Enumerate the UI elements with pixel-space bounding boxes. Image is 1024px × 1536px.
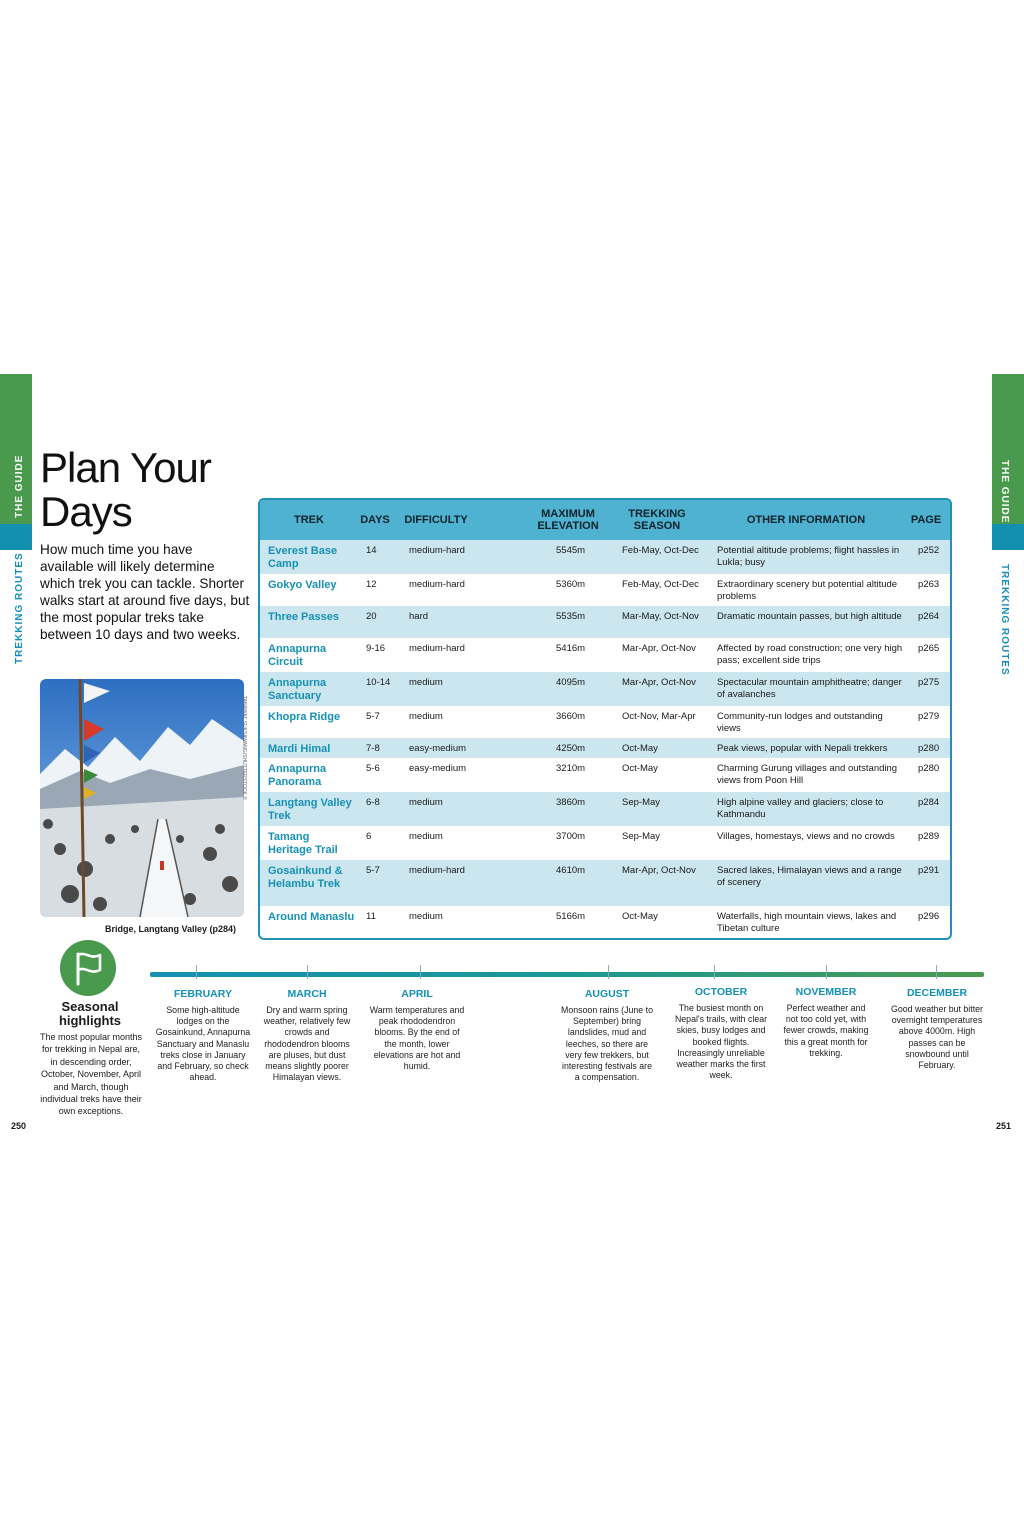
cell-page: p291 xyxy=(918,865,940,876)
cell-season: Feb-May, Oct-Dec xyxy=(622,579,699,590)
page-number-left: 250 xyxy=(11,1121,27,1131)
seasonal-description: The most popular months for trekking in Nepal are, in descending order, October, November, April and March, though individual treks have their own exceptions. xyxy=(39,1032,143,1117)
cell-trek: Gokyo Valley xyxy=(268,579,337,591)
table-row xyxy=(260,738,950,758)
cell-days: 14 xyxy=(366,545,377,556)
cell-days: 5-6 xyxy=(366,763,380,774)
cell-trek: Khopra Ridge xyxy=(268,711,341,723)
cell-elevation: 4095m xyxy=(556,677,586,688)
cell-days: 7-8 xyxy=(366,743,380,754)
cell-days: 5-7 xyxy=(366,865,380,876)
month-name: MARCH xyxy=(287,988,327,1000)
cell-season: Oct-May xyxy=(622,911,658,922)
timeline-tick xyxy=(420,965,421,979)
cell-page: p280 xyxy=(918,763,940,774)
month-highlight xyxy=(888,987,986,1071)
cell-page: p280 xyxy=(918,743,940,754)
cell-season: Mar-Apr, Oct-Nov xyxy=(622,643,696,654)
cell-trek: Annapurna Sanctuary xyxy=(268,677,327,702)
cell-info: Peak views, popular with Nepali trekkers xyxy=(717,743,888,754)
month-name: AUGUST xyxy=(584,988,630,1000)
cell-elevation: 5166m xyxy=(556,911,586,922)
cell-difficulty: hard xyxy=(409,611,429,622)
treks-table xyxy=(258,498,952,940)
photo-credit: TANAWAT SUKSAWANG/SHUTTERSTOCK © xyxy=(241,696,247,800)
table-row xyxy=(260,792,950,826)
cell-difficulty: easy-medium xyxy=(409,743,467,754)
cell-page: p265 xyxy=(918,643,940,654)
month-description: Warm temperatures and peak rhododendron blooms. By the end of the month, lower elevations are hot and humid. xyxy=(369,1005,465,1072)
cell-info: Villages, homestays, views and no crowds xyxy=(717,831,895,842)
col-header-days: DAYS xyxy=(360,514,390,526)
cell-elevation: 3210m xyxy=(556,763,586,774)
cell-trek: Mardi Himal xyxy=(268,743,331,755)
cell-elevation: 3860m xyxy=(556,797,586,808)
col-header-difficulty: DIFFICULTY xyxy=(404,514,468,526)
cell-days: 6-8 xyxy=(366,797,380,808)
month-description: The busiest month on Nepal's trails, with clear skies, busy lodges and booked flights. Increasingly unreliable weather marks the first week. xyxy=(674,1003,768,1081)
right-tab-guide-label: THE GUIDE xyxy=(999,460,1010,524)
cell-trek: Around Manaslu xyxy=(268,911,355,923)
month-name: FEBRUARY xyxy=(174,988,232,1000)
col-header-page: PAGE xyxy=(910,514,942,526)
month-timeline xyxy=(150,972,984,977)
table-row xyxy=(260,826,950,860)
page-title xyxy=(40,446,211,534)
cell-page: p263 xyxy=(918,579,940,590)
table-row xyxy=(260,706,950,738)
cell-info: Sacred lakes, Himalayan views and a range of scenery xyxy=(717,865,902,888)
cell-elevation: 4250m xyxy=(556,743,586,754)
cell-season: Mar-Apr, Oct-Nov xyxy=(622,677,696,688)
cell-elevation: 5545m xyxy=(556,545,586,556)
timeline-tick xyxy=(196,965,197,979)
timeline-tick xyxy=(608,965,609,979)
cell-days: 12 xyxy=(366,579,377,590)
col-header-info: OTHER INFORMATION xyxy=(746,514,866,526)
cell-elevation: 3700m xyxy=(556,831,586,842)
cell-season: Sep-May xyxy=(622,831,661,842)
timeline-tick xyxy=(826,965,827,979)
langtang-bridge-photo xyxy=(40,679,244,917)
cell-days: 10-14 xyxy=(366,677,391,688)
cell-trek: Langtang Valley Trek xyxy=(268,797,352,822)
cell-season: Sep-May xyxy=(622,797,661,808)
cell-difficulty: medium-hard xyxy=(409,545,465,556)
cell-difficulty: medium-hard xyxy=(409,579,465,590)
cell-trek: Annapurna Panorama xyxy=(268,763,327,788)
page-title-line1: Plan Your xyxy=(40,444,211,491)
cell-elevation: 3660m xyxy=(556,711,586,722)
month-description: Perfect weather and not too cold yet, with fewer crowds, making this a great month for trekking. xyxy=(783,1003,869,1058)
timeline-tick xyxy=(307,965,308,979)
table-row xyxy=(260,758,950,792)
cell-days: 20 xyxy=(366,611,377,622)
cell-page: p289 xyxy=(918,831,940,842)
month-name: OCTOBER xyxy=(694,986,748,998)
cell-season: Oct-Nov, Mar-Apr xyxy=(622,711,696,722)
left-tab-guide-label: THE GUIDE xyxy=(14,454,25,518)
table-row xyxy=(260,540,950,574)
cell-info: Waterfalls, high mountain views, lakes and Tibetan culture xyxy=(717,911,897,934)
col-header-elevation: MAXIMUM ELEVATION xyxy=(537,508,599,532)
col-header-season: TREKKING SEASON xyxy=(628,508,686,532)
cell-season: Oct-May xyxy=(622,763,658,774)
cell-elevation: 4610m xyxy=(556,865,586,876)
timeline-tick xyxy=(936,965,937,979)
table-row xyxy=(260,906,950,940)
page-title-line2: Days xyxy=(40,488,132,535)
page-number-right: 251 xyxy=(996,1121,1012,1131)
cell-difficulty: medium xyxy=(409,831,443,842)
cell-days: 6 xyxy=(366,831,372,842)
month-description: Monsoon rains (June to September) bring landslides, mud and leeches, so there are very few trekkers, but interesting festivals are a compensation. xyxy=(561,1005,653,1083)
cell-trek: Everest Base Camp xyxy=(268,545,338,570)
cell-season: Feb-May, Oct-Dec xyxy=(622,545,699,556)
month-highlight xyxy=(155,988,251,1083)
table-row xyxy=(260,672,950,706)
table-row xyxy=(260,638,950,672)
cell-elevation: 5360m xyxy=(556,579,586,590)
month-name: NOVEMBER xyxy=(795,986,857,998)
cell-trek: Gosainkund & Helambu Trek xyxy=(268,865,343,890)
cell-difficulty: medium-hard xyxy=(409,865,465,876)
cell-trek: Three Passes xyxy=(268,611,339,623)
left-tab-chapter-marker xyxy=(0,524,32,550)
month-name: DECEMBER xyxy=(906,987,968,999)
flag-icon xyxy=(60,940,116,996)
cell-info: Charming Gurung villages and outstanding views from Poon Hill xyxy=(717,763,898,786)
month-highlight xyxy=(673,986,769,1081)
month-highlight xyxy=(781,986,871,1059)
right-tab-chapter-label: TREKKING ROUTES xyxy=(999,564,1010,676)
cell-elevation: 5416m xyxy=(556,643,586,654)
cell-elevation: 5535m xyxy=(556,611,586,622)
seasonal-title: Seasonal highlights xyxy=(58,999,122,1028)
month-name: APRIL xyxy=(401,988,433,1000)
cell-season: Oct-May xyxy=(622,743,658,754)
cell-info: High alpine valley and glaciers; close to Kathmandu xyxy=(717,797,884,820)
cell-difficulty: medium xyxy=(409,911,443,922)
month-highlight xyxy=(369,988,465,1072)
seasonal-badge xyxy=(60,940,116,996)
table-header xyxy=(260,500,950,540)
cell-page: p252 xyxy=(918,545,940,556)
cell-info: Community-run lodges and outstanding views xyxy=(717,711,883,734)
table-row xyxy=(260,860,950,906)
cell-info: Potential altitude problems; flight hassles in Lukla; busy xyxy=(717,545,900,568)
left-tab-chapter-label: TREKKING ROUTES xyxy=(14,552,25,664)
cell-difficulty: easy-medium xyxy=(409,763,467,774)
month-description: Dry and warm spring weather, relatively few crowds and rhododendron blooms are pluses, but dust means slightly poorer Himalayan views. xyxy=(263,1005,351,1083)
month-description: Some high-altitude lodges on the Gosainkund, Annapurna Sanctuary and Manaslu treks close in January and February, so check ahead. xyxy=(155,1005,251,1083)
cell-trek: Tamang Heritage Trail xyxy=(268,831,338,856)
cell-page: p284 xyxy=(918,797,940,808)
month-highlight xyxy=(559,988,655,1083)
timeline-tick xyxy=(714,965,715,979)
cell-season: Mar-Apr, Oct-Nov xyxy=(622,865,696,876)
cell-difficulty: medium-hard xyxy=(409,643,465,654)
table-row xyxy=(260,606,950,638)
cell-page: p275 xyxy=(918,677,940,688)
cell-info: Spectacular mountain amphitheatre; danger of avalanches xyxy=(717,677,902,700)
cell-days: 11 xyxy=(366,911,376,922)
photo-caption: Bridge, Langtang Valley (p284) xyxy=(104,924,236,934)
cell-info: Affected by road construction; one very high pass; excellent side trips xyxy=(717,643,903,666)
cell-days: 9-16 xyxy=(366,643,386,654)
table-row xyxy=(260,574,950,606)
cell-page: p296 xyxy=(918,911,940,922)
cell-days: 5-7 xyxy=(366,711,380,722)
cell-info: Dramatic mountain passes, but high altitude xyxy=(717,611,902,622)
cell-difficulty: medium xyxy=(409,677,443,688)
month-description: Good weather but bitter overnight temperatures above 4000m. High passes can be snowbound until February. xyxy=(891,1004,983,1071)
cell-difficulty: medium xyxy=(409,797,443,808)
right-tab-chapter-marker xyxy=(992,524,1024,550)
cell-difficulty: medium xyxy=(409,711,443,722)
col-header-trek: TREK xyxy=(294,514,324,526)
month-highlight xyxy=(261,988,353,1083)
cell-info: Extraordinary scenery but potential altitude problems xyxy=(717,579,898,602)
cell-season: Mar-May, Oct-Nov xyxy=(622,611,699,622)
intro-paragraph: How much time you have available will likely determine which trek you can tackle. Shorter walks start at around five days, but the most popular treks take between 10 days and two weeks. xyxy=(40,542,250,642)
cell-trek: Annapurna Circuit xyxy=(268,643,327,668)
cell-page: p279 xyxy=(918,711,940,722)
cell-page: p264 xyxy=(918,611,940,622)
